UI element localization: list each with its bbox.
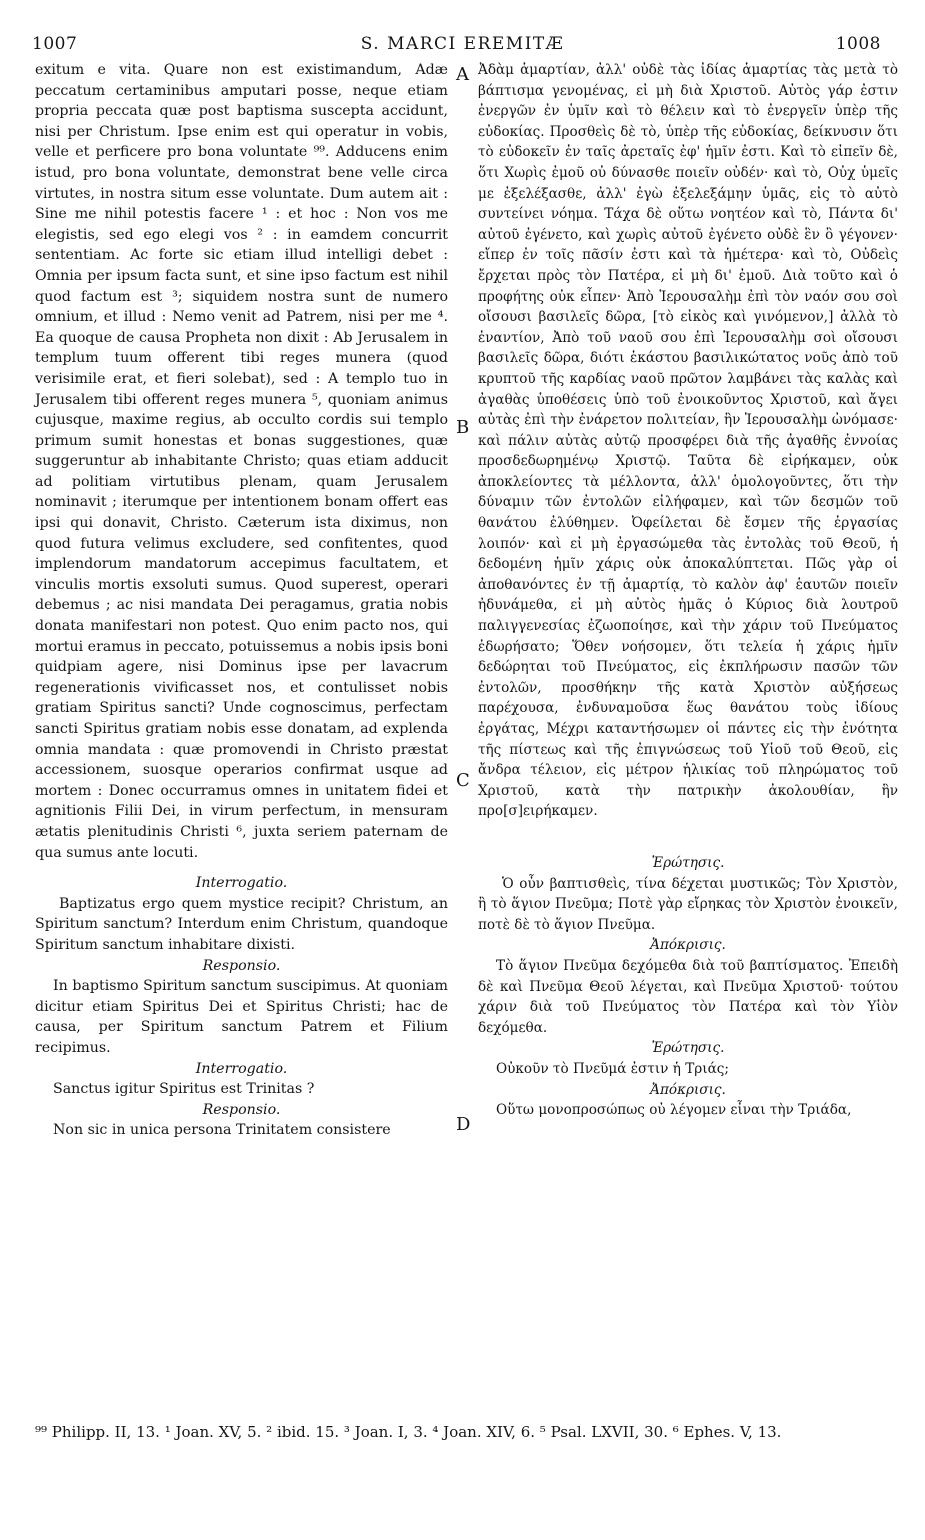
margin-marker-b: B [456, 417, 470, 438]
latin-column [35, 60, 448, 1141]
greek-apokrisis-text-2: Οὕτω μονοπροσώπως οὐ λέγομεν εἶναι τὴν Τριάδα, [496, 1102, 852, 1119]
greek-apokrisis-text: Τὸ ἅγιον Πνεῦμα δεχόμεθα διὰ τοῦ βαπτίσματος. Ἐπειδὴ δὲ καὶ Πνεῦμα Θεοῦ λέγεται, καὶ Πνεῦμα Χριστοῦ· τούτου χάριν διὰ τοῦ Πνεύματος τὸν Πατέρα καὶ τὸν Υἱὸν δεχόμεθα. [478, 957, 898, 1036]
latin-interrogatio-heading: Interrogatio. [195, 875, 288, 892]
greek-erotesis-text-2: Οὐκοῦν τὸ Πνεῦμά ἐστιν ἡ Τριάς; [496, 1060, 729, 1077]
greek-apokrisis-heading: Ἀπόκρισις. [650, 937, 726, 954]
greek-erotesis-heading-2: Ἐρώτησις. [651, 1040, 725, 1057]
greek-erotesis-text: Ὁ οὖν βαπτισθεὶς, τίνα δέχεται μυστικῶς; Τὸν Χριστὸν, ἢ τὸ ἅγιον Πνεῦμα; Ποτὲ γὰρ εἴρηκας τὸν Χριστὸν ἐνοικεῖν, ποτὲ δὲ τὸ ἅγιον Πνεῦμα. [478, 875, 898, 933]
greek-main-text: Ἀδὰμ ἁμαρτίαν, ἀλλ' οὐδὲ τὰς ἰδίας ἁμαρτίας τὰς μετὰ τὸ βάπτισμα γενομένας, εἰ μὴ διὰ Χριστοῦ. Αὐτὸς γάρ ἐστιν ἐνεργῶν ἐν ὑμῖν καὶ τὸ θέλειν καὶ τὸ ἐνεργεῖν ὑπὲρ τῆς εὐδοκίας. Προσθεὶς δὲ τὸ, ὑπὲρ τῆς εὐδοκίας, δείκνυσιν ὅτι τὸ εὐδοκεῖν ἐν ταῖς ἀρεταῖς ἐφ' ἡμῖν ἐστι. Καὶ τὸ εἰπεῖν δὲ, ὅτι Χωρὶς ἐμοῦ οὐ δύνασθε ποιεῖν οὐδέν· καὶ τὸ, Οὐχ ὑμεῖς με ἐξελέξασθε, ἀλλ' ἐγὼ ἐξελεξάμην ὑμᾶς, εἰς τὸ αὐτὸ συντείνει νόημα. Τάχα δὲ οὕτω νοητέον καὶ τὸ, Πάντα δι' αὐτοῦ ἐγένετο, καὶ χωρὶς αὐτοῦ ἐγένετο οὐδὲ ἓν ὃ γέγονεν· εἴπερ ἐν τοῖς πᾶσίν ἐστι καὶ τὰ ἡμέτερα· καὶ τὸ, Οὐδεὶς ἔρχεται πρὸς τὸν Πατέρα, εἰ μὴ δι' ἐμοῦ. Διὰ τοῦτο καὶ ὁ προφήτης οὐκ εἶπεν· Ἀπὸ Ἱερουσαλὴμ ἐπὶ τὸν ναόν σου σοὶ οἴσουσι βασιλεῖς δῶρα, [τὸ εἰκὸς καὶ γινόμενον,] ἀλλὰ τὸ ἐναντίον, Ἀπὸ τοῦ ναοῦ σου ἐπὶ Ἱερουσαλὴμ σοὶ οἴσουσι βασιλεῖς δῶρα, διότι ἑκάστου βασιλικώτατος νοῦς ἀπὸ τοῦ κρυπτοῦ τῆς καρδίας ναοῦ πρῶτον λαμβάνει τὰς καλὰς καὶ ἀγαθὰς ὑποθέσεις ὑπὸ τοῦ ἐνοικοῦντος Χριστοῦ, καὶ ἄγει αὐτὰς ἐπὶ τὴν ἐνάρετον πολιτείαν, ἣν Ἱερουσαλὴμ ὠνόμασε· καὶ πάλιν αὐτὰς αὐτῷ προσφέρει διὰ τῆς ἀγαθῆς ἐννοίας προσδεδωρημένῳ Χριστῷ. Ταῦτα δὲ εἰρήκαμεν, οὐκ ἀποκλείοντες τὰ μέλλοντα, ἀλλ' ὁμολογοῦντες, ὅτι τὴν δύναμιν τῶν ἐντολῶν εἰλήφαμεν, καὶ τῶν δεσμῶν τοῦ θανάτου ἐλύθημεν. Ὀφείλεται δὲ ἔσμεν τῆς ἐργασίας λοιπόν· καὶ εἰ μὴ ἐργασώμεθα τὰς ἐντολὰς τοῦ Θεοῦ, ἡ δεδομένη ἡμῖν χάρις οὐκ ἀποκαλύπτεται. Πῶς γὰρ οἱ ἀποθανόντες ἐν τῇ ἁμαρτίᾳ, τὸ καλὸν ἀφ' ἑαυτῶν ποιεῖν ἠδυνάμεθα, εἰ μὴ αὐτὸς ἡμᾶς ὁ Κύριος διὰ λουτροῦ παλιγγενεσίας ἐζωοποίησε, καὶ τὴν χάριν τοῦ Πνεύματος ἐδωρήσατο; Ὅθεν νοήσομεν, ὅτι τελεία ἡ χάρις ἡμῖν δεδώρηται τοῦ Πνεύματος, εἰς ἐκπλήρωσιν πασῶν τῶν ἐντολῶν, προσθήκην τῆς κατὰ Χριστὸν αὐξήσεως παρέχουσα, ἐνδυναμοῦσα ἕως θανάτου τοὺς ἰδίους ἐργάτας, Μέχρι καταντήσωμεν οἱ πάντες εἰς τὴν ἑνότητα τῆς πίστεως καὶ τῆς ἐπιγνώσεως τοῦ Υἱοῦ τοῦ Θεοῦ, εἰς ἄνδρα τέλειον, εἰς μέτρον ἡλικίας τοῦ πληρώματος τοῦ Χριστοῦ, κατὰ τὴν πατρικὴν ἀκολουθίαν, ἣν προ[σ]ειρήκαμεν. [478, 62, 898, 820]
page-number-right: 1008 [835, 34, 881, 54]
margin-marker-a: A [456, 64, 469, 85]
latin-responsio-heading: Responsio. [202, 957, 281, 974]
latin-responsio-heading-2: Responsio. [202, 1101, 281, 1118]
greek-apokrisis-heading-2: Ἀπόκρισις. [650, 1081, 726, 1098]
latin-main-text: exitum e vita. Quare non est existimandum, Adæ peccatum certaminibus amputari posse, neque etiam propria peccata quæ post baptisma suscepta accidunt, nisi per Christum. Ipse enim est qui operatur in vobis, velle et perficere pro bona voluntate ⁹⁹. Adducens enim istud, pro bona voluntate, demonstrat bene velle circa virtutes, in nostra situm esse voluntate. Dum autem ait : Sine me nihil potestis facere ¹ : et hoc : Non vos me elegistis, sed ego elegi vos ² : in eamdem concurrit sententiam. Ac forte sic etiam illud intelligi debet : Omnia per ipsum facta sunt, et sine ipso factum est nihil quod factum est ³; siquidem nostra sunt de numero omnium, et illud : Nemo venit ad Patrem, nisi per me ⁴. Ea quoque de causa Propheta non dixit : Ab Jerusalem in templum tuum offerent tibi reges munera (quod verisimile erat, et fieri solebat), sed : A templo tuo in Jerusalem tibi offerent reges munera ⁵, quoniam animus cujusque, maxime regius, ab occulto cordis sui templo primum sumit honestas et bonas suggestiones, quæ suggeruntur ab inhabitante Christo; quas etiam adducit ad politiam virtutibus plenam, quam Jerusalem nominavit ; iterumque per intentionem bonam offert eas ipsi qui donavit, Christo. Cæterum ista diximus, non quod futura velimus excludere, sed confitentes, quod implendorum mandatorum accepimus facultatem, et vinculis mortis exsoluti sumus. Quod superest, operari debemus ; ac nisi mandata Dei peragamus, gratia nobis donata manifestari non potest. Quo enim pacto nos, qui mortui eramus in peccato, potuissemus a nobis ipsis boni quidpiam agere, nisi Dominus ipse per lavacrum regenerationis vivificasset nos, et contulisset nobis gratiam Spiritus sancti? Unde cognoscimus, perfectam sancti Spiritus gratiam nobis esse donatam, ad explenda omnia mandata : quæ promovendi in Christo præstat accessionem, suosque operarios confirmat usque ad mortem : Donec occurramus omnes in unitatem fidei et agnitionis Filii Dei, in virum perfectum, in mensuram ætatis plenitudinis Christi ⁶, juxta seriem paternam de qua sumus ante locuti. [35, 62, 448, 861]
latin-responsio-text: In baptismo Spiritum sanctum suscipimus. At quoniam dicitur etiam Spiritus Dei et Spiritus Christi; hac de causa, per Spiritum sanctum Patrem et Filium recipimus. [35, 978, 448, 1056]
latin-responsio-text-2: Non sic in unica persona Trinitatem consistere [53, 1122, 391, 1139]
latin-interrogatio-text-2: Sanctus igitur Spiritus est Trinitas ? [53, 1081, 315, 1098]
greek-erotesis-heading: Ἐρώτησις. [651, 854, 725, 871]
greek-column [478, 60, 898, 1121]
page-number-left: 1007 [32, 34, 78, 54]
latin-interrogatio-heading-2: Interrogatio. [195, 1060, 288, 1077]
footnotes: ⁹⁹ Philipp. II, 13. ¹ Joan. XV, 5. ² ibid. 15. ³ Joan. I, 3. ⁴ Joan. XIV, 6. ⁵ Psal. LXVII, 30. ⁶ Ephes. V, 13. [35, 1423, 782, 1441]
running-title: S. MARCI EREMITÆ [360, 34, 565, 54]
margin-marker-d: D [456, 1114, 471, 1135]
page-header [0, 0, 925, 60]
margin-marker-c: C [456, 770, 470, 791]
latin-interrogatio-text: Baptizatus ergo quem mystice recipit? Christum, an Spiritum sanctum? Interdum enim Christum, quandoque Spiritum sanctum inhabitare dixisti. [35, 895, 448, 953]
